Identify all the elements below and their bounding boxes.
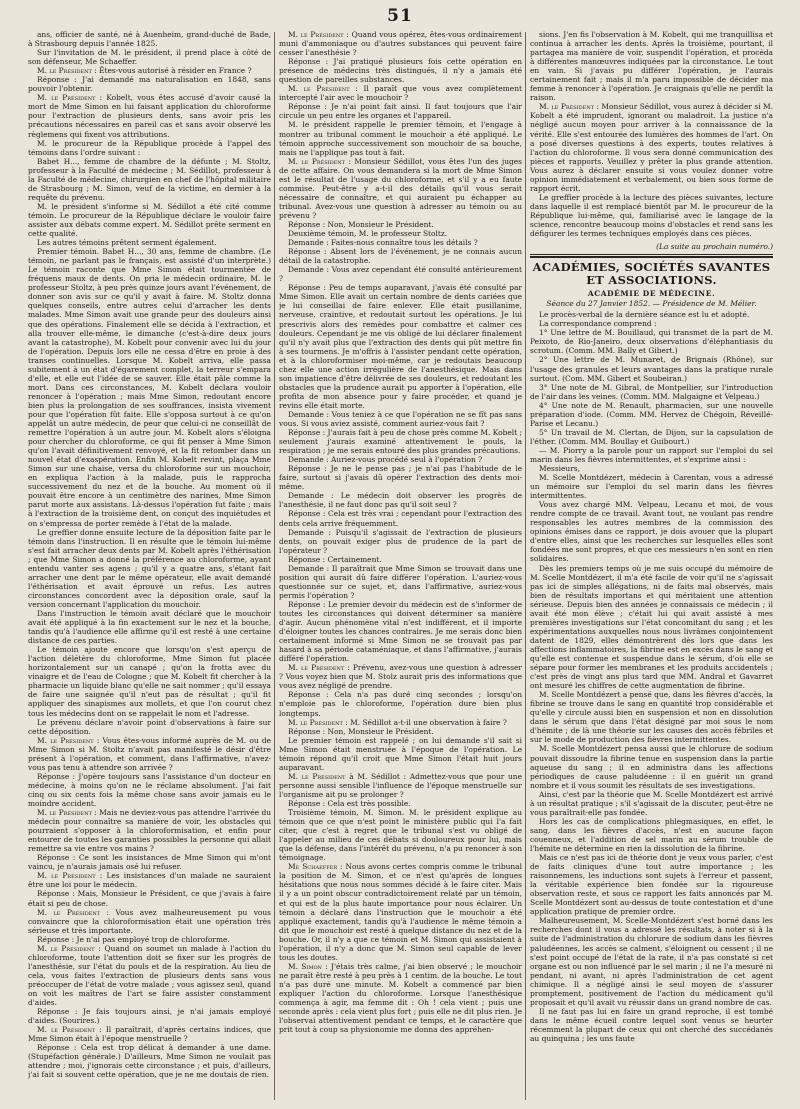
paragraph-text: Troisième témoin, M. Simon. M. le président explique au témoin que ce que n'est point le ministère public qui l'a fait citer, que c'est à regret que le tribunal s'est vu obligé de l'appeler au milieu de ces débats si douloureux pour lui, mais que la défense, dans l'intérêt du prévenu, n'a pu renoncer à son témoignage. bbox=[279, 808, 522, 863]
column-3 bbox=[530, 30, 773, 1102]
paragraph bbox=[530, 446, 773, 464]
paragraph bbox=[28, 718, 271, 736]
paragraph-text: M. le président s'informe si M. Sédillot a été cité comme témoin. Le procureur de la République déclare le vouloir faire assister aux débats comme expert. M. Sédillot prête serment en cette qualité. bbox=[28, 201, 271, 239]
paragraph-text: Réponse : J'ai pratiqué plusieurs fois cette opération en présence de médecins très distingués, il n'y a jamais été question de pareilles substances. bbox=[279, 57, 522, 85]
paragraph bbox=[279, 455, 522, 464]
paragraph bbox=[530, 401, 773, 428]
paragraph-text: M. Scelle Montdézert pensa aussi que le chlorure de sodium pouvait dissoudre la fibrine tenue en suspension dans la partie aqueuse du sang ; il en administra dans les affections périodiques de cause paludéenne : il en guérit un grand nombre et il vous soumit les résultats de ses investigations. bbox=[530, 744, 773, 790]
paragraph-text: : Monsieur Sédillot, vous êtes l'un des juges de cette affaire. On vous demandera si la mort de Mme Simon est le résultat de l'usage du chloroforme, et s'il y a eu faute commise. Peut-être y a-t-il des détails qu'il vous serait nécessaire de connaître, et qui auraient pu échapper au tribunal. Avez-vous une question à adresser au témoin ou au prévenu ? bbox=[279, 156, 522, 220]
paragraph bbox=[279, 84, 522, 102]
paragraph-text: Réponse : Cela est très vrai ; cependant pour l'extraction des dents cela arrive fréquemment. bbox=[279, 509, 522, 528]
column-1 bbox=[28, 30, 271, 1102]
paragraph bbox=[28, 935, 271, 944]
speaker-label: M. le Président bbox=[37, 808, 95, 818]
to-be-continued-note: (La suite au prochain numéro.) bbox=[656, 242, 773, 252]
paragraph bbox=[530, 30, 773, 102]
speaker-label: M. le Président bbox=[37, 66, 95, 76]
paragraph bbox=[279, 736, 522, 772]
paragraph bbox=[530, 744, 773, 789]
paragraph-text: Réponse : Ce sont les insistances de Mme Simon qui m'ont vaincu, je n'aurais jamais osé lui refuser. bbox=[28, 853, 271, 872]
paragraph bbox=[28, 1007, 271, 1025]
paragraph-text: Demande : Puisqu'il s'agissait de l'extraction de plusieurs dents, on pouvait exiger plus de prudence de la part de l'opérateur ? bbox=[279, 527, 522, 555]
paragraph bbox=[279, 491, 522, 509]
paragraph-text: M. Scelle Montdézert a pensé que, dans les fièvres d'accès, la fibrine se trouve dans le sang en quantité trop considérable et qu'elle y circule aussi bien en suspension et non en dissolution dans le sérum que dans l'état désigné par moi sous le nom d'hémite ; de là une théorie sur les causes des accès fébriles et sur le mode de production des fièvres intermittentes. bbox=[530, 690, 773, 745]
paragraph-text: : M. Sédillot a-t-il une observation à faire ? bbox=[345, 717, 507, 727]
paragraph-text: Malheureusement, M. Scelle-Montdézert s'est borné dans les recherches dont il vous a adressé les résultats, à noter si à la suite de l'administration du chlorure de sodium dans les fièvres paludéennes, les accès se calment, s'éloignent ou cessent ; il ne s'est point occupé de l'état de la rate, il n'a pas constaté si cet organe est ou non influencé par le sel marin ; il ne l'a mesuré ni pendant, ni avant, ni après l'administration de cet agent chimique. Il a négligé ainsi le seul moyen de s'assurer promptement, positivement de l'action du médicament qu'il proposait et qu'il avait vu réussir dans un grand nombre de cas. bbox=[530, 916, 773, 1007]
paragraph-text: : Il paraît que vous avez complètement intercepté l'air avec le mouchoir ? bbox=[279, 84, 522, 103]
paragraph-text: Sur l'invitation de M. le président, il prend place à côté de son défenseur, Me Schaeffer. bbox=[28, 48, 271, 67]
paragraph-text: : Prévenu, avez-vous une question à adresser ? Vous voyez bien que M. Stolz aurait pris des informations que vous avez négligé de prendre. bbox=[279, 663, 522, 691]
paragraph bbox=[279, 283, 522, 410]
page-number: 51 bbox=[387, 6, 413, 26]
paragraph-text: Dans l'instruction le témoin avait déclaré que le mouchoir avait été appliqué à la fin exactement sur le nez et la bouche, tandis qu'à l'audience elle affirme qu'il est resté à une certaine distance de ces parties. bbox=[28, 609, 271, 646]
paragraph-text: Le prévenu déclare n'avoir point d'observations à faire sur cette déposition. bbox=[28, 717, 271, 736]
paragraph bbox=[530, 916, 773, 1006]
column-2-body bbox=[279, 30, 522, 1034]
paragraph-text: Réponse : Je ne le pense pas ; je n'ai pas l'habitude de le faire, surtout si j'avais dû opérer l'extraction des dents moi-même. bbox=[279, 464, 522, 492]
paragraph-text: Réponse : Non, Monsieur le Président. bbox=[288, 219, 434, 229]
paragraph bbox=[279, 799, 522, 808]
paragraph-text: Deuxième témoin, M. le professeur Stoltz. bbox=[288, 229, 448, 239]
paragraph bbox=[28, 93, 271, 138]
paragraph bbox=[28, 609, 271, 645]
paragraph bbox=[279, 509, 522, 527]
speaker-label: M. le Président bbox=[37, 735, 97, 745]
paragraph bbox=[28, 808, 271, 853]
paragraph bbox=[28, 30, 271, 48]
paragraph bbox=[28, 528, 271, 609]
paragraph bbox=[530, 383, 773, 401]
paragraph-text: : Quand on soumet un malade à l'action du chloroforme, toute l'attention doit se fixer sur les progrès de l'anesthésie, sur l'état du pouls et de la respiration. Au lieu de cela, vous faites l'extraction de plusieurs dents sans vous préoccuper de l'état de votre malade ; vous agissez seul, quand on voit les maîtres de l'art se faire assister constamment d'aides. bbox=[28, 943, 271, 1008]
speaker-label: M. Simon bbox=[288, 961, 326, 971]
paragraph-text: : Les insistances d'un malade ne sauraient être une loi pour le médecin. bbox=[28, 871, 271, 890]
paragraph-text: Demande : Faites-nous connaître tous les détails ? bbox=[288, 238, 478, 248]
column-rule-left bbox=[274, 32, 275, 1100]
paragraph bbox=[279, 102, 522, 120]
paragraph bbox=[279, 265, 522, 283]
paragraph-text: Demande : Vous teniez à ce que l'opération ne se fît pas sans vous. Si vous aviez assisté, comment auriez-vous fait ? bbox=[279, 409, 522, 429]
paragraph-text: Babet H..., femme de chambre de la défunte ; M. Stoltz, professeur à la Faculté de médecine ; M. Sédillot, professeur à la Faculté de médecine, chirurgien en chef de l'hôpital militaire de Strasbourg ; M. Simon, veuf de la victime, en dernier à la requête du prévenu. bbox=[28, 156, 271, 202]
paragraph-text: Réponse : Cela est trop délicat à demander à une dame. (Stupéfaction générale.) D'ailleurs, Mme Simon ne voulait pas attendre ; moi, j'ignorais cette circonstance ; et puis, d'ailleurs, j'ai fait si souvent cette opération, que je ne me doutais de rien. bbox=[28, 1043, 271, 1080]
paragraph-text: Réponse : Cela est très possible. bbox=[288, 798, 411, 808]
paragraph bbox=[279, 229, 522, 238]
paragraph bbox=[28, 202, 271, 238]
paragraph-text: Le greffier donne ensuite lecture de la déposition faite par le témoin dans l'instruction. Il en résulte que le témoin lui-même s'est fait arracher deux dents par M. Kobelt après l'éthérisation ; que Mme Simon a donné la préférence au chloroforme, ayant entendu vanter ses agens ; qu'il y a quatre ans, s'étant fait arracher une dent par le même opérateur, elle avait demandé l'éthérisation et avait éprouvé un refus. Les autres circonstances concordent avec la déposition orale, sauf la version concernant l'application du mouchoir. bbox=[28, 527, 271, 609]
paragraph bbox=[530, 464, 773, 473]
paragraph bbox=[279, 663, 522, 690]
paragraph-text: La correspondance comprend : bbox=[539, 319, 657, 329]
paragraph-text: Demande : Il paraîtrait que Mme Simon se trouvait dans une position qui aurait dû faire différer l'opération. L'auriez-vous questionnée sur ce sujet, et, dans l'affirmative, auriez-vous permis l'opération ? bbox=[279, 563, 522, 600]
paragraph bbox=[279, 727, 522, 736]
paragraph-text: : Quand vous opérez, êtes-vous ordinairement muni d'ammoniaque ou d'autres substances qui peuvent faire cesser l'anesthésie ? bbox=[279, 30, 522, 58]
paragraph-text: Ainsi, c'est par la théorie que M. Scelle Montdézert est arrivé à un résultat pratique ; s'il s'agissait de la discuter, peut-être ne vous paraîtrait-elle pas fondée. bbox=[530, 789, 773, 817]
paragraph-text: Messieurs, bbox=[539, 464, 580, 474]
paragraph bbox=[28, 66, 271, 75]
paragraph bbox=[530, 500, 773, 563]
paragraph bbox=[28, 853, 271, 871]
paragraph bbox=[28, 889, 271, 907]
paragraph-text: Vous avez chargé MM. Velpeau, Lecanu et moi, de vous rendre compte de ce travail. Avant tout, ne voulant pas rendre responsables les autres membres de la commission des opinions émises dans ce rapport, je dois avouer que la plupart d'entre elles, ainsi que les recherches sur lesquelles elles sont fondées me sont propres, et que ces messieurs n'en sont en rien solidaires. bbox=[530, 500, 773, 564]
paragraph bbox=[279, 690, 522, 717]
paragraph-text: Réponse : Mais, Monsieur le Président, ce que j'avais à faire était si peu de chose. bbox=[28, 889, 271, 908]
paragraph-text: Réponse : Non, Monsieur le Président. bbox=[288, 726, 434, 736]
paragraph bbox=[530, 817, 773, 853]
paragraph bbox=[28, 908, 271, 935]
speaker-label: M. le Président bbox=[288, 771, 350, 781]
paragraph bbox=[279, 962, 522, 1034]
paragraph-text: Hors les cas de complications phlegmasiques, en effet, le sang, dans les fièvres d'accès, n'est en aucune façon couenneux, et l'addition de sel marin au sérum trouble de l'hémite ne détermine en rien la dissolution de la fibrine. bbox=[530, 816, 773, 853]
paragraph-text: Réponse : Le premier devoir du médecin est de s'informer de toutes les circonstances qui doivent déterminer sa manière d'agir. Aucun phénomène vital n'est indifférent, et il importe d'éloigner toutes les chances contraires. Je me serais donc bien certainement informé si Mme Simon ne se trouvait pas par hasard à sa période cataméniaque, et dans l'affirmative, j'aurais différé l'opération. bbox=[279, 599, 522, 664]
speaker-label: M. le Président bbox=[37, 907, 107, 917]
paragraph bbox=[279, 772, 522, 799]
paragraph bbox=[28, 1025, 271, 1043]
column-rule-right bbox=[525, 32, 526, 1100]
paragraph-text: ans, officier de santé, né à Auenheim, grand-duché de Bade, à Strasbourg depuis l'année 1825. bbox=[28, 30, 271, 49]
speaker-label: Me Schaeffer bbox=[288, 862, 341, 872]
paragraph-text: Demande : Le médecin doit observer les progrès de l'anesthésie, il ne faut donc pas qu'il soit seul ? bbox=[279, 491, 522, 510]
paragraph-text: — M. Piorry a la parole pour un rapport sur l'emploi du sel marin dans les fièvres intermittentes, et s'exprime ainsi : bbox=[530, 445, 773, 464]
paragraph-text: : Kobelt, vous êtes accusé d'avoir causé la mort de Mme Simon en lui faisant application du chloroforme pour l'extraction de plusieurs dents, sans avoir pris les précautions nécessaires en pareil cas et sans avoir observé les règlemens qui fixent vos attributions. bbox=[28, 93, 271, 139]
paragraph-text: Dès les premiers temps où je me suis occupé du mémoire de M. Scelle Montdézert, il m'a été facile de voir qu'il ne s'agissait pas ici de simples allégations, ni de faits mal observés, mais bien de résultats importans et qui méritaient une attention sérieuse. Depuis bien des années je connaissais ce médecin ; il avait été mon élève ; c'était lui qui avait assisté à mes premières investigations sur l'état concomitant du sang ; et les expérimentations auxquelles nous nous livrâmes conjointement datent de 1829, elles démontrèrent dès lors que dans les affections inflammatoires, la fibrine est en excès dans le sang et qu'elle est contenue et suspendue dans le sérum, d'où elle se sépare pour former les membranes et les produits accidentels ; c'est près de vingt ans plus tard que MM. Andral et Gavarret ont mesuré les chiffres de cette augmentation de fibrine. bbox=[530, 563, 773, 691]
paragraph-text: 2° Une lettre de M. Munaret, de Brignais (Rhône), sur l'usage des granules et leurs avantages dans la pratique rurale surtout. (Com. MM. Gibert et Soubeiran.) bbox=[530, 355, 773, 383]
paragraph-text: Réponse : Peu de temps auparavant, j'avais été consulté par Mme Simon. Elle avait un certain nombre de dents cariées que je lui conseillai de faire enlever. Elle était pusillanime, nerveuse, craintive, et redoutait surtout les opérations. Je lui prescrivis alors des remèdes pour combattre et calmer ces douleurs. Cependant je me vis obligé de lui déclarer finalement qu'il n'y avait plus que l'extraction des dents qui pût mettre fin à ses tourmens. Je m'offris à l'assister pendant cette opération, et à la chloroformiser moi-même, car je redoutais beaucoup chez elle une action irrégulière de l'anesthésique. Mais dans son impatience d'être délivrée de ses douleurs, et redoutant les obstacles que la prudence aurait pu apporter à l'opération, elle profita de mon absence pour y faire procéder, et quand je revins elle était morte. bbox=[279, 283, 522, 410]
paragraph-text: : Il paraîtrait, d'après certains indices, que Mme Simon était à l'époque menstruelle ? bbox=[28, 1025, 271, 1044]
paragraph bbox=[28, 157, 271, 202]
column-1-header bbox=[28, 30, 271, 66]
paragraph-text: Le procès-verbal de la dernière séance est lu et adopté. bbox=[539, 310, 750, 320]
paragraph bbox=[279, 57, 522, 84]
paragraph bbox=[279, 528, 522, 555]
paragraph-text: : Êtes-vous autorisé à résider en France ? bbox=[94, 66, 252, 76]
paragraph-text: : Monsieur Sédillot, vous aurez à décider si M. Kobelt a été imprudent, ignorant ou maladroit. La justice n'a négligé aucun moyen pour arriver à la connaissance de la vérité. Elle s'est entourée des lumières des hommes de l'art. On a posé diverses questions à des experts, toutes relatives à l'action du chloroforme. Il vous sera donné communication des pièces et rapports. Veuillez y prêter la plus grande attention. Vous aurez à déclarer ensuite si vous voulez donner votre opinion immédiatement et verbalement, ou bien sous forme de rapport écrit. bbox=[530, 102, 773, 193]
paragraph bbox=[530, 102, 773, 192]
paragraph bbox=[530, 1007, 773, 1043]
paragraph bbox=[28, 736, 271, 772]
paragraph-text: Réponse : Certainement. bbox=[288, 554, 382, 564]
section-rule-top bbox=[530, 254, 773, 255]
academy-subtitle: ACADÉMIE DE MÉDECINE. bbox=[587, 289, 716, 299]
paragraph-text: Réponse : J'opère toujours sans l'assistance d'un docteur en médecine, à moins qu'on ne le réclame absolument. J'ai fait cinq ou six cents fois la même chose sans avoir jamais eu le moindre accident. bbox=[28, 771, 271, 808]
paragraph-text: Demande : Auriez-vous procédé seul à l'opération ? bbox=[288, 455, 483, 465]
paragraph bbox=[530, 428, 773, 446]
paragraph bbox=[279, 220, 522, 229]
paragraph bbox=[279, 428, 522, 455]
speaker-label: M. le Président bbox=[37, 943, 99, 953]
paragraph bbox=[28, 75, 271, 93]
paragraph bbox=[279, 600, 522, 663]
speaker-label: M. le Président bbox=[37, 93, 100, 103]
paragraph bbox=[530, 853, 773, 916]
paragraph bbox=[530, 355, 773, 382]
paragraph-text: Mais ce n'est pas ici de théorie dont je veux vous parler, c'est de faits cliniques d'une tout autre importance ; les raisonnemens, les inductions sont sujets à l'erreur et passent, la véritable expérience bien fondée sur la rigoureuse observation reste, et sous ce rapport les faits annoncés par M. Scelle Montdézert sont au-dessus de toute contestation et d'une application pratique de premier ordre. bbox=[530, 853, 773, 917]
paragraph bbox=[279, 808, 522, 862]
paragraph-text: 3° Une note de M. Gibral, de Montpellier, sur l'introduction de l'air dans les veines. (Comm. MM. Malgaigne et Velpeau.) bbox=[530, 382, 773, 401]
paragraph bbox=[28, 871, 271, 889]
paragraph bbox=[530, 790, 773, 817]
paragraph-text: M. le procureur de la République procède à l'appel des témoins dans l'ordre suivant : bbox=[28, 138, 271, 157]
paragraph-text: Réponse : Absent lors de l'événement, je ne connais aucun détail de la catastrophe. bbox=[279, 247, 522, 266]
paragraph-text: Réponse : Je n'ai pas employé trop de chloroforme. bbox=[37, 934, 230, 944]
paragraph bbox=[530, 310, 773, 319]
paragraph bbox=[279, 862, 522, 962]
paragraph-text: à M. Sédillot : Admettez-vous que pour une personne aussi sensible l'influence de l'époque menstruelle sur l'organisme ait pu se prolonger ? bbox=[279, 771, 522, 799]
paragraph bbox=[279, 718, 522, 727]
paragraph-text: Réponse : Je fais toujours ainsi, je n'ai jamais employé d'aides. (Sourires.) bbox=[28, 1007, 271, 1026]
section-title: ACADÉMIES, SOCIÉTÉS SAVANTES ET ASSOCIATIONS. bbox=[532, 260, 771, 288]
paragraph-text: Réponse : Je n'ai point fait ainsi. Il faut toujours que l'air circule un peu entre les organes et l'appareil. bbox=[279, 102, 522, 121]
paragraph-text: : Vous avez malheureusement pu vous convaincre que la chloroformisation était une opération très sérieuse et très importante. bbox=[28, 907, 271, 935]
speaker-label: M. le Président bbox=[288, 30, 347, 39]
paragraph bbox=[279, 30, 522, 57]
paragraph bbox=[279, 564, 522, 600]
paragraph-text: 1° Une lettre de M. Bouillaud, qui transmet de la part de M. Peixoto, de Rio-Janeiro, deux observations d'éléphantiasis du scrotum. (Comm. MM. Bally et Gibert.) bbox=[530, 328, 773, 356]
paragraph bbox=[279, 120, 522, 156]
paragraph bbox=[530, 193, 773, 238]
paragraph-text: Réponse : Cela n'a pas duré cinq secondes ; lorsqu'on n'emploie pas le chloroforme, l'opération dure bien plus longtemps. bbox=[279, 690, 522, 718]
paragraph-text: : J'étais très calme, j'ai bien observé ; le mouchoir ne paraît être resté à peu près à 1 centim. de la bouche. Le tout n'a pas duré une minute. M. Kobelt a commencé par bien expliquer l'action du chloroforme. Lorsque l'anesthésique commença à agir, ma femme dit : Oh ! cela vient ; puis une seconde après : cela vient plus fort ; puis elle ne dit plus rien. Je l'observai attentivement pendant ce temps, et le caractère que prit tout à coup sa physionomie me donna des appréhen- bbox=[279, 961, 522, 1035]
paragraph-text: Réponse : J'aurais fait à peu de chose près comme M. Kobelt ; seulement j'aurais examiné attentivement le pouls, la respiration ; je me serais entouré des plus grandes précautions. bbox=[279, 428, 522, 456]
paragraph bbox=[530, 690, 773, 744]
paragraph-text: Premier témoin. Babet H..., 30 ans, femme de chambre. (Le témoin, ne parlant pas le français, est assisté d'un interprète.) Le témoin raconte que Mme Simon était tourmentée de fréquens maux de dents. On pria le médecin ordinaire, M. le professeur Stoltz, à peu près quinze jours avant l'événement, de donner son avis sur ce qu'il y avait à faire. M. Stoltz donna quelques conseils, entre autres celui d'arracher les dents malades. Mme Simon avait une grande peur des douleurs ainsi que des opérations. Finalement elle se décida à l'extraction, et alla trouver elle-même, le dimanche (c'est-à-dire deux jours avant la catastrophe), M. Kobelt pour convenir avec lui du jour de l'opération. Depuis lors elle ne cessa d'être en proie à des transes continuelles. Lorsque M. Kobelt arriva, elle passa subitement à un état d'égarement complet, la terreur s'empara d'elle, et elle eut l'idée de se sauver. Elle était pâle comme la mort. Dans ces circonstances, M. Kobelt déclara vouloir renoncer à l'opération ; mais Mme Simon, redoutant encore bien plus la prolongation de ses souffrances, insista vivement pour que l'opération fût faite. Elle s'opposa surtout à ce qu'on appelât un autre médecin, de peur que celui-ci ne conseillât de remettre l'opération à un autre jour. M. Kobelt alors s'éloigna pour chercher du chloroforme, ce qui fit penser à Mme Simon qu'on l'avait définitivement renvoyé, et la fit retomber dans un nouvel état d'exaspération. Enfin M. Kobelt revint, plaça Mme Simon sur une chaise, versa du chloroforme sur un mouchoir, en expliqua l'action à la malade, puis le rapprocha successivement du nez et de la bouche. Au moment où il pouvait être encore à un centimètre des narines, Mme Simon parut morte aux assistans. Là-dessus l'opération fut faite ; mais à l'extraction de la troisième dent, on conçut des inquiétudes et on s'empressa de porter remède à l'état de la malade. bbox=[28, 247, 271, 528]
column-3-body bbox=[530, 310, 773, 1043]
paragraph bbox=[279, 410, 522, 428]
paragraph-text: : Vous êtes-vous informé auprès de M. ou de Mme Simon si M. Stoltz n'avait pas manifesté le désir d'être présent à l'opération, et comment, dans l'affirmative, n'avez-vous pas tenu à attendre son arrivée ? bbox=[28, 735, 271, 772]
paragraph bbox=[28, 944, 271, 1007]
paragraph bbox=[279, 157, 522, 220]
speaker-label: M. le Président bbox=[288, 717, 346, 727]
paragraph bbox=[530, 328, 773, 355]
paragraph-text: sions. J'en fis l'observation à M. Kobelt, qui me tranquillisa et continua à arracher les dents. Après la troisième, pourtant, il partagea ma manière de voir, suspendit l'opération, et procéda à différentes manœuvres indiquées par la circonstance. Le tout en vain. Si j'avais pu différer l'opération, je l'aurais certainement fait ; mais il m'a paru impossible de décider ma femme à renoncer à l'opération. Je craignais qu'elle ne perdît la raison. bbox=[530, 30, 773, 103]
speaker-label: M. le Président bbox=[539, 102, 597, 112]
paragraph bbox=[279, 247, 522, 265]
paragraph-text: 5° Un travail de M. Clertan, de Dijon, sur la capsulation de l'éther. (Comm. MM. Boullay et Guibourt.) bbox=[530, 427, 773, 446]
paragraph-text: Le greffier procède à la lecture des pièces suivantes, lecture dans laquelle il est remplacé bientôt par M. le procureur de la République lui-même, qui, familiarisé avec le langage de la science, rencontre beaucoup moins d'obstacles et rend sans les défigurer les termes techniques employés dans ces pièces. bbox=[530, 192, 773, 239]
paragraph bbox=[530, 564, 773, 691]
paragraph bbox=[279, 464, 522, 491]
paragraph bbox=[28, 48, 271, 66]
paragraph-text: 4° Une note de M. Renault, pharmacien, sur une nouvelle préparation d'iode. (Comm. MM. Hervez de Chégoin, Réveillé-Parise et Lecanu.) bbox=[530, 400, 773, 428]
paragraph bbox=[279, 238, 522, 247]
section-rule-bottom bbox=[530, 256, 773, 258]
paragraph bbox=[28, 139, 271, 157]
paragraph bbox=[28, 1043, 271, 1079]
paragraph bbox=[279, 555, 522, 564]
paragraph-text: M. Scelle Montdézert, médecin à Carentan, vous a adressé un mémoire sur l'emploi du sel marin dans les fièvres intermittentes. bbox=[530, 473, 773, 501]
column-3-intro bbox=[530, 30, 773, 238]
paragraph-text: Demande : Vous avez cependant été consulté antérieurement ? bbox=[279, 265, 522, 284]
session-line: Séance du 27 Janvier 1852. — Présidence de M. Mélier. bbox=[546, 299, 757, 309]
paragraph-text: M. le président rappelle le premier témoin, et l'engage à montrer au tribunal comment le mouchoir a été appliqué. Le témoin approche successivement son mouchoir de sa bouche, mais ne l'applique pas tout à fait. bbox=[279, 120, 522, 157]
paragraph bbox=[28, 645, 271, 717]
paragraph bbox=[28, 772, 271, 808]
speaker-label: M. le Président bbox=[37, 871, 100, 881]
paragraph-text: Le témoin ajoute encore que lorsqu'on s'est aperçu de l'action délétère du chloroforme, Mme Simon fut placée horizontalement sur un canapé ; qu'on la frotta avec du vinaigre et de l'eau de Cologne ; que M. Kobelt fit chercher à la pharmacie un liquide blanc qu'elle ne sait nommer ; qu'il essaya de faire une saignée qu'il n'eut pas de résultat ; qu'il fit appliquer des sinapismes aux mollets, et que l'on courut chez tous les médecins dont on se rappelait le nom et l'adresse. bbox=[28, 645, 271, 718]
speaker-label: M. le Président bbox=[288, 84, 356, 94]
paragraph bbox=[530, 319, 773, 328]
paragraph-text: Réponse : J'ai demandé ma naturalisation en 1848, sans pouvoir l'obtenir. bbox=[28, 75, 271, 94]
column-1-body bbox=[28, 66, 271, 1079]
paragraph-text: Il ne faut pas lui en faire un grand reproche, il est tombé dans le même écueil contre lequel sont venus se heurter récemment la plupart de ceux qui ont cherché des succédanés au quinquina ; les uns faute bbox=[530, 1006, 773, 1043]
paragraph-text: Le premier témoin est rappelé ; on lui demande s'il sait si Mme Simon était menstruée à l'époque de l'opération. Le témoin répond qu'il croit que Mme Simon l'était huit jours auparavant. bbox=[279, 735, 522, 772]
column-2 bbox=[279, 30, 522, 1102]
paragraph-text: : Nous avons certes compris comme le tribunal la position de M. Simon, et ce n'est qu'après de longues hésitations que nous nous sommes décidé à le faire citer. Mais il y a un point obscur contradictoirement relaté par un témoin, et qui est de la plus haute importance pour nous éclairer. Un témoin a déclaré dans l'instruction que le mouchoir a été appliqué exactement, tandis qu'à l'audience le même témoin a dit que le mouchoir est resté à quelque distance du nez et de la bouche. Or, il n'y a que ce témoin et M. Simon qui assistaient à l'opération, il n'y a donc que M. Simon seul capable de lever tous les doutes. bbox=[279, 862, 522, 962]
paragraph bbox=[28, 238, 271, 247]
speaker-label: M. le Président bbox=[37, 1025, 100, 1035]
paragraph bbox=[28, 247, 271, 527]
paragraph-text: : Mais ne deviez-vous pas attendre l'arrivée du médecin pour connaître sa manière de voir, les obstacles qui pourraient s'opposer à la chloroformisation, et enfin pour entourer de toutes les garanties possibles la personne qui allait remettre sa vie entre vos mains ? bbox=[28, 808, 271, 854]
speaker-label: M. le Président bbox=[288, 663, 348, 673]
paragraph-text: Les autres témoins prêtent serment également. bbox=[37, 238, 217, 248]
speaker-label: M. le Président bbox=[288, 156, 349, 166]
paragraph bbox=[530, 473, 773, 500]
